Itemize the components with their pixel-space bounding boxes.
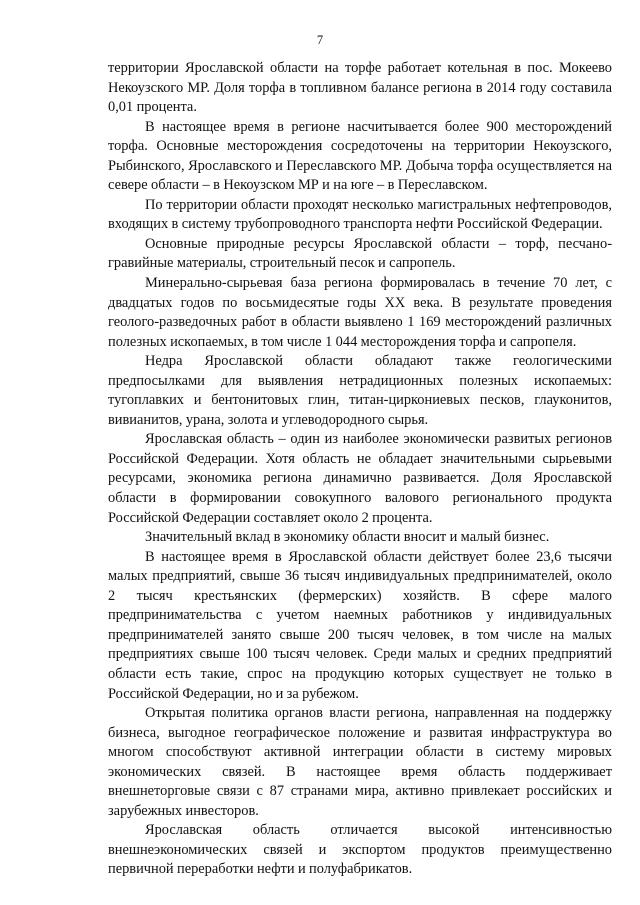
paragraph-natural-resources: Основные природные ресурсы Ярославской области – торф, песчано-гравийные материалы, строительный песок и сапропель. xyxy=(108,235,612,272)
paragraph-oil-pipelines: По территории области проходят несколько магистральных нефтепроводов, входящих в систему трубопроводного транспорта нефти Российской Федерации. xyxy=(108,196,612,233)
paragraph-peat-deposits: В настоящее время в регионе насчитывается более 900 месторождений торфа. Основные месторождения сосредоточены на территории Некоузского, Рыбинского, Ярославского и Переславского МР. Добыча торфа осуществляется на севере области – в Некоузском МР и на юге – в Переславском. xyxy=(108,118,612,194)
paragraph-open-policy: Открытая политика органов власти региона, направленная на поддержку бизнеса, выгодное географическое положение и развитая инфраструктура во многом способствуют активной интеграции области в систему мировых экономических связей. В настоящее время область поддерживает внешнеторговые связи с 87 странами мира, активно привлекает российских и зарубежных инвесторов. xyxy=(108,705,612,819)
body-text xyxy=(108,59,612,880)
paragraph-foreign-trade: Ярославская область отличается высокой интенсивностью внешнеэкономических связей и экспортом продуктов преимущественно первичной переработки нефти и полуфабрикатов. xyxy=(108,822,612,878)
paragraph-small-business-intro: Значительный вклад в экономику области вносит и малый бизнес. xyxy=(145,529,550,546)
paragraph-subsoil: Недра Ярославской области обладают также геологическими предпосылками для выявления нетрадиционных полезных ископаемых: тугоплавких и бентонитовых глин, титан-циркониевых песков, глауконитов, вивианитов, урана, золота и углеводородного сырья. xyxy=(108,353,612,428)
page-number: 7 xyxy=(316,33,324,47)
paragraph-mineral-base: Минерально-сырьевая база региона формировалась в течение 70 лет, с двадцатых годов по восьмидесятые годы XX века. В результате проведения геолого-разведочных работ в области выявлено 1 169 месторождений различных полезных ископаемых, в том числе 1 044 месторождения торфа и сапропеля. xyxy=(108,275,612,350)
paragraph-economy: Ярославская область – один из наиболее экономически развитых регионов Российской Федерации. Хотя область не обладает значительными сырьевыми ресурсами, экономика региона динамично развивается. Доля Ярославской области в формировании совокупного валового регионального продукта Российской Федерации составляет около 2 процента. xyxy=(108,431,612,526)
paragraph-small-business-stats: В настоящее время в Ярославской области действует более 23,6 тысячи малых предприятий, свыше 36 тысяч индивидуальных предпринимателей, около 2 тысяч крестьянских (фермерских) хозяйств. В сфере малого предпринимательства с учетом наемных работников у индивидуальных предпринимателей занято свыше 200 тысяч человек, в том числе на малых предприятиях свыше 100 тысяч человек. Среди малых и средних предприятий области есть такие, спрос на продукцию которых существует не только в Российской Федерации, но и за рубежом. xyxy=(108,548,612,702)
paragraph-peat-boiler: территории Ярославской области на торфе работает котельная в пос. Мокеево Некоузского МР. Доля торфа в топливном балансе региона в 2014 году составила 0,01 процента. xyxy=(108,60,612,116)
